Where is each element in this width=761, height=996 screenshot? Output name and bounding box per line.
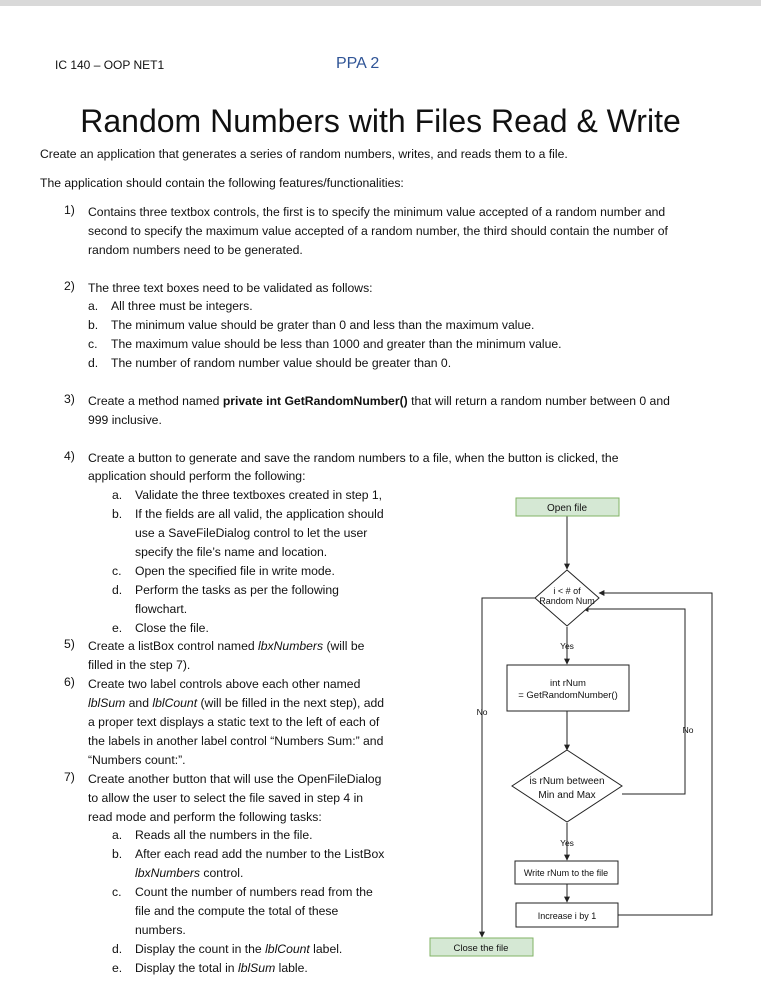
item-7-line-2: to allow the user to select the file saved in step 4 in <box>88 791 364 805</box>
item-6-number: 6) <box>64 675 75 689</box>
item-2b-letter: b. <box>88 318 99 332</box>
process-line-1: int rNum <box>550 678 586 689</box>
item-4d-line-1: Perform the tasks as per the following <box>135 583 339 597</box>
item-4e-letter: e. <box>112 621 123 635</box>
item-4b-line-1: If the fields are all valid, the application should <box>135 507 384 521</box>
open-file-text: Open file <box>546 503 588 514</box>
item-2b-text: The minimum value should be grater than 0 and less than the maximum value. <box>111 318 535 332</box>
item-7b-letter: b. <box>112 847 123 861</box>
item-5-post: (will be <box>323 639 365 653</box>
item-4b-letter: b. <box>112 507 123 521</box>
item-4d-line-2: flowchart. <box>135 602 188 616</box>
item-7c-line-1: Count the number of numbers read from the <box>135 885 373 899</box>
item-1-number: 1) <box>64 203 75 217</box>
item-3-method-signature: private int GetRandomNumber() <box>222 394 408 408</box>
item-7c-line-3: numbers. <box>135 923 186 937</box>
close-file-text: Close the file <box>453 943 509 954</box>
item-4b-line-2: use a SaveFileDialog control to let the user <box>135 526 368 540</box>
item-2c-letter: c. <box>88 337 98 351</box>
item-7-line-3: read mode and perform the following tasks: <box>88 810 322 824</box>
item-5-number: 5) <box>64 637 75 651</box>
item-7b-post: control. <box>200 866 244 880</box>
item-6-label-count: lblCount <box>152 696 198 710</box>
item-7d-letter: d. <box>112 942 123 956</box>
item-1-line-3: random numbers need to be generated. <box>88 243 303 257</box>
item-2d-text: The number of random number value should be greater than 0. <box>111 356 452 370</box>
page-title: Random Numbers with Files Read & Write <box>80 103 681 139</box>
yes-label-1: Yes <box>560 641 574 651</box>
item-5-line-2: filled in the step 7). <box>88 658 191 672</box>
item-7a-letter: a. <box>112 828 123 842</box>
item-7e-letter: e. <box>112 961 123 975</box>
item-4-line-1: Create a button to generate and save the random numbers to a file, when the button is clicked, the <box>88 451 619 465</box>
item-7d-pre: Display the count in the <box>135 942 266 956</box>
item-6-line-5: “Numbers count:”. <box>88 753 186 767</box>
item-5-pre: Create a listBox control named <box>88 639 259 653</box>
item-7-number: 7) <box>64 770 75 784</box>
no-label-right: No <box>682 725 694 735</box>
item-7d-post: label. <box>309 942 343 956</box>
item-4c-letter: c. <box>112 564 122 578</box>
decision-1-line-1: i < # of <box>553 586 581 596</box>
increase-text: Increase i by 1 <box>537 911 597 921</box>
item-6-and: and <box>125 696 153 710</box>
item-6-line-4: the labels in another label control “Numbers Sum:” and <box>88 734 384 748</box>
intro-line-1: Create an application that generates a series of random numbers, writes, and reads them to a file. <box>40 147 568 161</box>
item-6-line-1: Create two label controls above each other named <box>88 677 361 691</box>
item-4c-text: Open the specified file in write mode. <box>135 564 335 578</box>
item-6-line-2-post: (will be filled in the next step), add <box>197 696 385 710</box>
yes-label-2: Yes <box>560 838 574 848</box>
intro-line-2: The application should contain the following features/functionalities: <box>40 176 404 190</box>
process-line-2: = GetRandomNumber() <box>518 690 618 701</box>
item-7-line-1: Create another button that will use the OpenFileDialog <box>88 772 382 786</box>
item-4e-text: Close the file. <box>135 621 209 635</box>
assignment-label: PPA 2 <box>336 55 380 72</box>
no-label-left: No <box>476 707 488 717</box>
item-7e-pre: Display the total in <box>135 961 238 975</box>
item-2a-text: All three must be integers. <box>111 299 253 313</box>
item-7e-label-name: lblSum <box>237 961 276 975</box>
item-3-line-2: 999 inclusive. <box>88 413 162 427</box>
item-6-line-3: a proper text displays a static text to the left of each of <box>88 715 380 729</box>
course-code: IC 140 – OOP NET1 <box>55 58 165 72</box>
decision-2-line-1: is rNum between <box>529 776 605 787</box>
item-7d-label-name: lblCount <box>265 942 310 956</box>
item-2c-text: The maximum value should be less than 1000 and greater than the minimum value. <box>111 337 562 351</box>
item-4-number: 4) <box>64 449 75 463</box>
item-7b-listbox-name: lbxNumbers <box>135 866 201 880</box>
item-5-control-name: lbxNumbers <box>258 639 324 653</box>
decision-1-line-2: Random Num <box>539 596 595 606</box>
item-4a-text: Validate the three textboxes created in step 1, <box>135 488 383 502</box>
item-2-number: 2) <box>64 279 75 293</box>
item-7c-line-2: file and the compute the total of these <box>135 904 339 918</box>
item-4a-letter: a. <box>112 488 123 502</box>
item-2d-letter: d. <box>88 356 99 370</box>
item-1-line-2: second to specify the maximum value accepted of a random number, the third should contain the number of <box>88 224 668 238</box>
decision-2-line-2: Min and Max <box>538 790 596 801</box>
write-text: Write rNum to the file <box>523 868 609 878</box>
item-7c-letter: c. <box>112 885 122 899</box>
item-7e-post: lable. <box>275 961 308 975</box>
item-1-line-1: Contains three textbox controls, the first is to specify the minimum value accepted of a random number and <box>88 205 666 219</box>
item-2a-letter: a. <box>88 299 99 313</box>
item-4b-line-3: specify the file’s name and location. <box>135 545 328 559</box>
path-decision1-no-to-close <box>482 598 535 937</box>
item-7b-line-1: After each read add the number to the ListBox <box>135 847 385 861</box>
item-3-number: 3) <box>64 392 75 406</box>
item-7a-text: Reads all the numbers in the file. <box>135 828 313 842</box>
item-3-post: that will return a random number between 0 and <box>407 394 670 408</box>
item-6-label-sum: lblSum <box>88 696 126 710</box>
item-4d-letter: d. <box>112 583 123 597</box>
item-3-pre: Create a method named <box>88 394 223 408</box>
item-4-line-2: application should perform the following: <box>88 469 306 483</box>
item-2-text: The three text boxes need to be validated as follows: <box>88 281 373 295</box>
